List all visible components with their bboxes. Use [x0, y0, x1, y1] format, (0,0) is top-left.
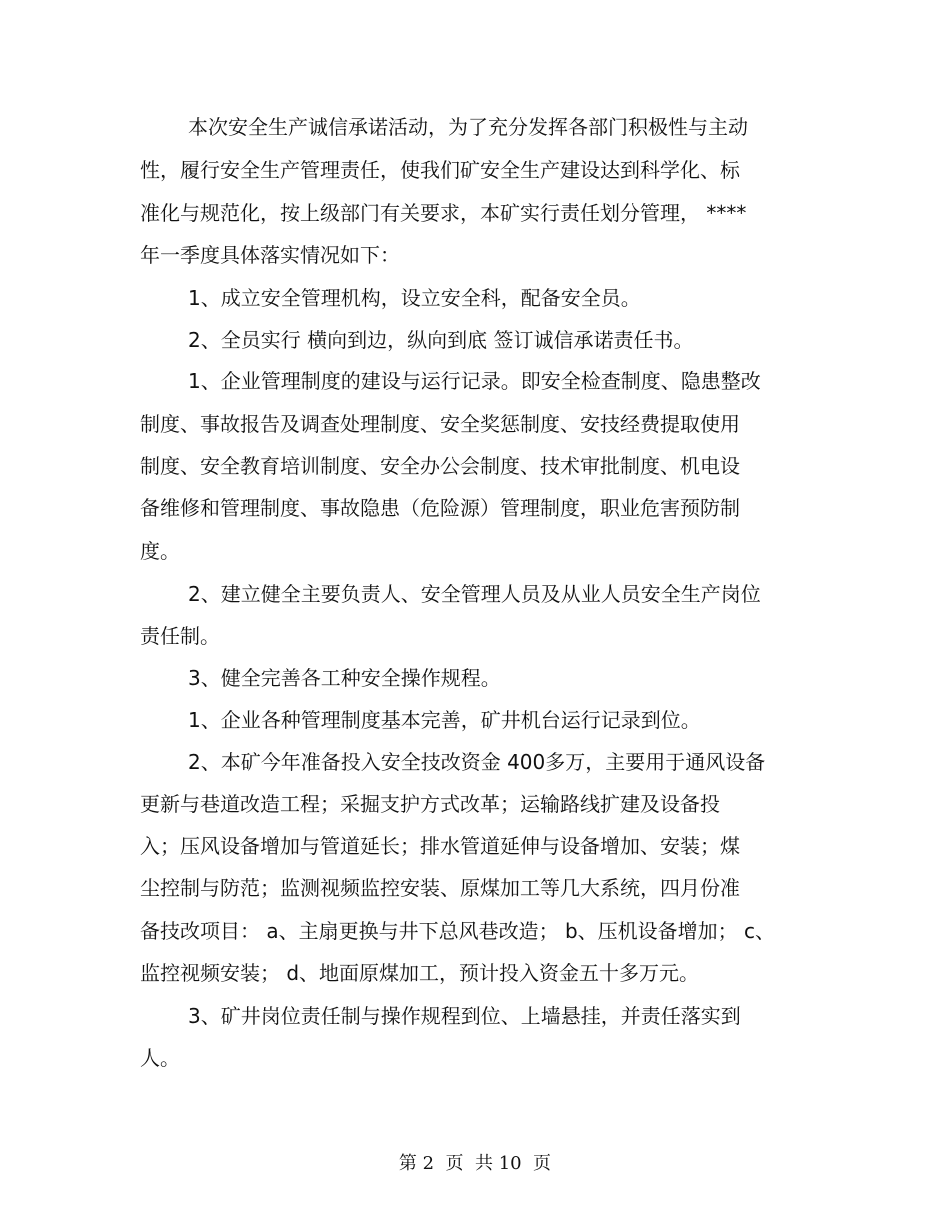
page-number-footer: 第 2 页 共 10 页 [398, 1153, 552, 1174]
paragraph-line: 性，履行安全生产管理责任，使我们矿安全生产建设达到科学化、标 [140, 158, 740, 182]
paragraph-line: 人。 [140, 1046, 180, 1070]
paragraph-line: 年一季度具体落实情况如下： [140, 243, 400, 267]
paragraph-line: 制度、安全教育培训制度、安全办公会制度、技术审批制度、机电设 [140, 454, 740, 478]
paragraph-line: 准化与规范化，按上级部门有关要求，本矿实行责任划分管理， **** [140, 201, 747, 225]
paragraph-line: 1、成立安全管理机构，设立安全科，配备安全员。 [188, 286, 641, 310]
paragraph-line: 尘控制与防范；监测视频监控安装、原煤加工等几大系统，四月份准 [140, 876, 740, 900]
paragraph-line: 1、企业管理制度的建设与运行记录。即安全检查制度、隐患整改 [188, 369, 761, 393]
paragraph-line: 更新与巷道改造工程；采掘支护方式改革；运输路线扩建及设备投 [140, 792, 720, 816]
paragraph-line: 备技改项目： a、主扇更换与井下总风巷改造； b、压机设备增加； c、 [140, 919, 776, 943]
paragraph-line: 度。 [140, 539, 180, 563]
paragraph-line: 2、全员实行 横向到边，纵向到底 签订诚信承诺责任书。 [188, 328, 694, 352]
paragraph-line: 本次安全生产诚信承诺活动，为了充分发挥各部门积极性与主动 [188, 115, 748, 139]
paragraph-line: 制度、事故报告及调查处理制度、安全奖惩制度、安技经费提取使用 [140, 412, 740, 436]
paragraph-line: 1、企业各种管理制度基本完善，矿井机台运行记录到位。 [188, 708, 701, 732]
paragraph-line: 入；压风设备增加与管道延长；排水管道延伸与设备增加、安装；煤 [140, 834, 740, 858]
paragraph-line: 2、本矿今年准备投入安全技改资金 400多万，主要用于通风设备 [188, 750, 766, 774]
paragraph-line: 责任制。 [140, 624, 220, 648]
paragraph-line: 监控视频安装； d、地面原煤加工，预计投入资金五十多万元。 [140, 961, 700, 985]
paragraph-line: 3、健全完善各工种安全操作规程。 [188, 666, 501, 690]
paragraph-line: 2、建立健全主要负责人、安全管理人员及从业人员安全生产岗位 [188, 582, 761, 606]
paragraph-line: 3、矿井岗位责任制与操作规程到位、上墙悬挂，并责任落实到 [188, 1004, 741, 1028]
paragraph-line: 备维修和管理制度、事故隐患（危险源）管理制度，职业危害预防制 [140, 496, 740, 520]
